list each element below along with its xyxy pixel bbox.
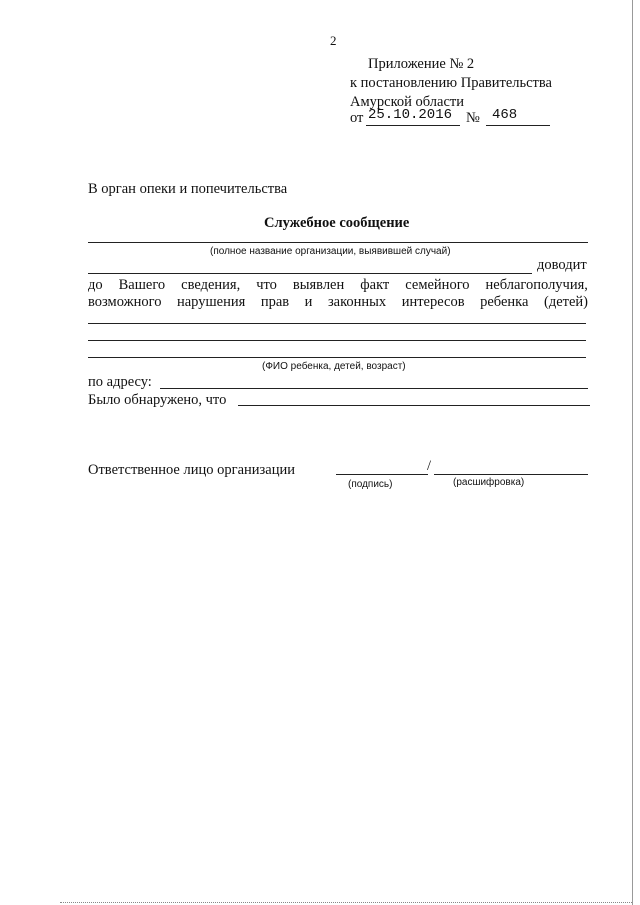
word: ребенка [480,294,529,310]
word: законных [327,294,387,310]
word: нарушения [176,294,246,310]
word: неблагополучия, [485,277,588,293]
word: сведения, [181,277,241,293]
sentence-line-2 [88,294,588,311]
slash-separator: / [427,458,432,474]
word: до [88,277,103,293]
word: факт [360,277,390,293]
appendix-date-prefix: от [350,110,364,126]
signature-caption: (подпись) [348,479,393,490]
word: и [304,294,313,310]
signature-field-line[interactable] [336,474,428,475]
decoding-caption: (расшифровка) [453,477,525,488]
child-caption: (ФИО ребенка, детей, возраст) [262,361,406,372]
organization-caption: (полное название организации, выявившей случай) [210,246,451,257]
address-field-line[interactable] [160,388,588,389]
word: выявлен [292,277,345,293]
word: интересов [401,294,465,310]
appendix-title: Приложение № 2 [368,56,475,72]
number-underline [486,125,550,126]
appendix-date-value: 25.10.2016 [368,107,453,123]
word: возможного [88,294,162,310]
organization-field-line[interactable] [88,242,588,243]
word: (детей) [543,294,588,310]
word: что [256,277,277,293]
child-field-line-3[interactable] [88,357,586,358]
scan-edge-right [632,0,633,905]
page-number: 2 [330,33,337,48]
word: семейного [405,277,470,293]
document-title: Служебное сообщение [264,215,410,231]
word: прав [260,294,290,310]
scan-edge-bottom [60,902,632,903]
organization-field-line-2[interactable] [88,273,532,274]
date-underline [366,125,460,126]
responsible-label: Ответственное лицо организации [88,462,295,478]
child-field-line-1[interactable] [88,323,586,324]
word: Вашего [118,277,166,293]
appendix-number-value: 468 [492,107,518,123]
sentence-line-1 [88,277,588,294]
address-label: по адресу: [88,374,152,390]
appendix-number-prefix: № [466,110,480,126]
appendix-line-region: Амурской области [350,94,464,110]
child-field-line-2[interactable] [88,340,586,341]
appendix-line-resolution: к постановлению Правительства [350,75,552,91]
addressee: В орган опеки и попечительства [88,181,288,197]
found-label: Было обнаружено, что [88,392,227,408]
decoding-field-line[interactable] [434,474,588,475]
reports-word: доводит [537,257,587,273]
found-field-line[interactable] [238,405,590,406]
